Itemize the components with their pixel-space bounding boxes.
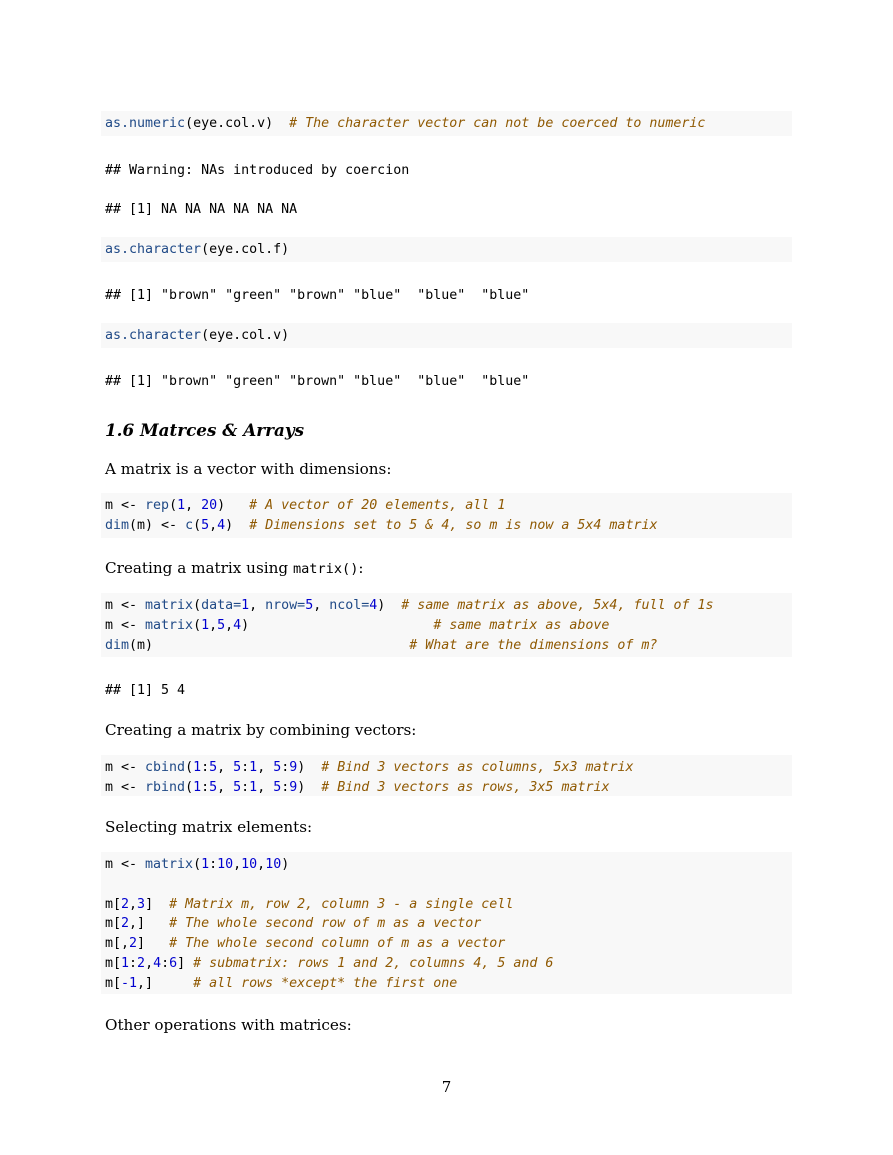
code-comment: # Bind 3 vectors as rows, 3x5 matrix (321, 779, 610, 795)
code-text: ] (145, 896, 170, 912)
code-fn: dim (105, 637, 130, 653)
code-number: 1 (201, 857, 210, 872)
code-arg: data= (201, 598, 242, 613)
code-text: ) (241, 617, 434, 633)
code-text: m <- (105, 617, 146, 633)
code-text: (m) <- (129, 517, 186, 533)
code-number: 10 (265, 857, 282, 872)
code-text: ) (297, 760, 322, 775)
code-text: (eye.col.v) (201, 328, 290, 343)
code-text: ,] (137, 975, 194, 991)
code-number: 5 (273, 779, 282, 795)
output-na: ## [1] NA NA NA NA NA NA (105, 202, 298, 217)
code-text: (m) (129, 637, 410, 653)
inline-code: matrix() (292, 561, 359, 577)
code-comment: # What are the dimensions of m? (409, 637, 658, 653)
code-fn: dim (105, 517, 130, 533)
code-number: 5 (209, 779, 218, 795)
code-number: 2 (129, 936, 138, 952)
paragraph-combining: Creating a matrix by combining vectors: (105, 721, 417, 739)
code-text: : (281, 760, 290, 775)
code-comment: # all rows *except* the first one (193, 975, 458, 991)
code-number: 5 (273, 760, 282, 775)
code-number: 5 (305, 598, 314, 613)
code-fn: c (185, 517, 194, 533)
code-text: : (241, 760, 250, 775)
code-number: 9 (289, 760, 298, 775)
code-text: ( (193, 857, 202, 872)
code-fn: cbind (145, 760, 186, 775)
code-text: ) (225, 517, 250, 533)
code-text: , (257, 779, 274, 795)
paragraph-text: Creating a matrix using (105, 559, 293, 577)
code-text: ( (193, 598, 202, 613)
code-text: m[ (105, 975, 122, 991)
code-text: (eye.col.f) (201, 242, 290, 257)
code-text: m <- (105, 779, 146, 795)
code-text: , (225, 617, 234, 633)
code-text: , (129, 896, 138, 912)
code-text: ) (281, 857, 290, 872)
code-text: : (281, 779, 290, 795)
code-number: 5 (201, 517, 210, 533)
output-warning: ## Warning: NAs introduced by coercion (105, 163, 410, 178)
code-number: 4 (217, 517, 226, 533)
code-fn: matrix (145, 857, 194, 872)
code-fn: rbind (145, 779, 186, 795)
code-block-bind (101, 755, 792, 796)
code-text: m <- (105, 857, 146, 872)
code-text: m[ (105, 955, 122, 971)
code-comment: # same matrix as above, 5x4, full of 1s (401, 598, 714, 613)
code-text: (eye.col.v) (185, 116, 290, 131)
code-text: , (185, 498, 202, 513)
code-number: 5 (233, 779, 242, 795)
code-number: 5 (209, 760, 218, 775)
code-number: 4 (233, 617, 242, 633)
paragraph-other-ops: Other operations with matrices: (105, 1016, 352, 1034)
code-text: : (129, 955, 138, 971)
code-block-rep-dim (101, 493, 792, 538)
code-number: 2 (121, 916, 130, 932)
code-fn: as.character (105, 242, 202, 257)
code-number: 2 (137, 955, 146, 971)
code-number: 6 (169, 955, 178, 971)
code-comment: # Bind 3 vectors as columns, 5x3 matrix (321, 760, 634, 775)
code-arg: nrow= (265, 598, 306, 613)
code-text: : (201, 760, 210, 775)
code-block-as-numeric (101, 111, 792, 136)
code-text: ] (137, 936, 170, 952)
code-number: 10 (241, 857, 258, 872)
output-colors-f: ## [1] "brown" "green" "brown" "blue" "blue" "blue" (105, 288, 530, 303)
code-fn: matrix (145, 598, 194, 613)
code-comment: # Matrix m, row 2, column 3 - a single cell (169, 896, 514, 912)
code-text: ( (193, 617, 202, 633)
code-number: 4 (369, 598, 378, 613)
code-comment: # The whole second column of m as a vector (169, 936, 506, 952)
code-number: 10 (217, 857, 234, 872)
output-colors-v: ## [1] "brown" "green" "brown" "blue" "blue" "blue" (105, 374, 530, 389)
code-text: , (217, 760, 234, 775)
code-block-selecting (101, 852, 792, 994)
code-text: , (145, 955, 154, 971)
paragraph-matrix-intro: A matrix is a vector with dimensions: (105, 460, 392, 478)
code-number: 1 (249, 779, 258, 795)
code-text: : (201, 779, 210, 795)
code-number: 20 (201, 498, 218, 513)
code-text: m[ (105, 916, 122, 932)
code-comment: # The character vector can not be coerced to numeric (289, 116, 706, 131)
code-fn: as.character (105, 328, 202, 343)
section-heading: 1.6 Matrces & Arrays (105, 420, 305, 440)
code-text: , (233, 857, 242, 872)
code-number: 5 (233, 760, 242, 775)
code-fn: matrix (145, 617, 194, 633)
code-number: 3 (137, 896, 146, 912)
code-text: , (257, 760, 274, 775)
code-comment: # same matrix as above (433, 617, 610, 633)
code-text: ) (217, 498, 250, 513)
code-number: -1 (121, 975, 138, 991)
code-number: 5 (217, 617, 226, 633)
code-text: m <- (105, 598, 146, 613)
code-number: 1 (201, 617, 210, 633)
code-fn: as.numeric (105, 116, 186, 131)
code-number: 2 (121, 896, 130, 912)
code-text: , (313, 598, 330, 613)
code-text: , (209, 517, 218, 533)
code-text: m <- (105, 760, 146, 775)
code-text: , (257, 857, 266, 872)
code-number: 1 (121, 955, 130, 971)
code-number: 1 (193, 760, 202, 775)
code-number: 9 (289, 779, 298, 795)
code-text: ( (185, 760, 194, 775)
paragraph-matrix-function (105, 558, 364, 579)
code-text: m <- (105, 498, 146, 513)
code-number: 1 (241, 598, 250, 613)
code-number: 1 (193, 779, 202, 795)
code-text: : (161, 955, 170, 971)
code-text: : (209, 857, 218, 872)
code-comment: # Dimensions set to 5 & 4, so m is now a 5x4 matrix (249, 517, 658, 533)
code-block-as-character-v (101, 323, 792, 348)
paragraph-text: : (358, 559, 364, 577)
page-number: 7 (441, 1078, 452, 1096)
output-dim: ## [1] 5 4 (105, 683, 186, 698)
code-text: m[, (105, 936, 130, 952)
code-text: : (241, 779, 250, 795)
code-text: ( (185, 779, 194, 795)
code-text: , (249, 598, 266, 613)
code-text: , (217, 779, 234, 795)
code-comment: # A vector of 20 elements, all 1 (249, 498, 506, 513)
code-arg: ncol= (329, 598, 370, 613)
code-number: 4 (153, 955, 162, 971)
code-text: ) (297, 779, 322, 795)
code-text: ] (177, 955, 194, 971)
code-text: ( (193, 517, 202, 533)
code-comment: # submatrix: rows 1 and 2, columns 4, 5 and 6 (193, 955, 554, 971)
code-block-matrix (101, 593, 792, 657)
code-number: 1 (177, 498, 186, 513)
code-fn: rep (145, 498, 170, 513)
code-text: , (209, 617, 218, 633)
code-text: m[ (105, 896, 122, 912)
code-text: ( (169, 498, 178, 513)
code-comment: # The whole second row of m as a vector (169, 916, 482, 932)
code-text: ) (377, 598, 402, 613)
code-block-as-character-f (101, 237, 792, 262)
paragraph-selecting: Selecting matrix elements: (105, 818, 313, 836)
code-text: ,] (129, 916, 170, 932)
code-number: 1 (249, 760, 258, 775)
